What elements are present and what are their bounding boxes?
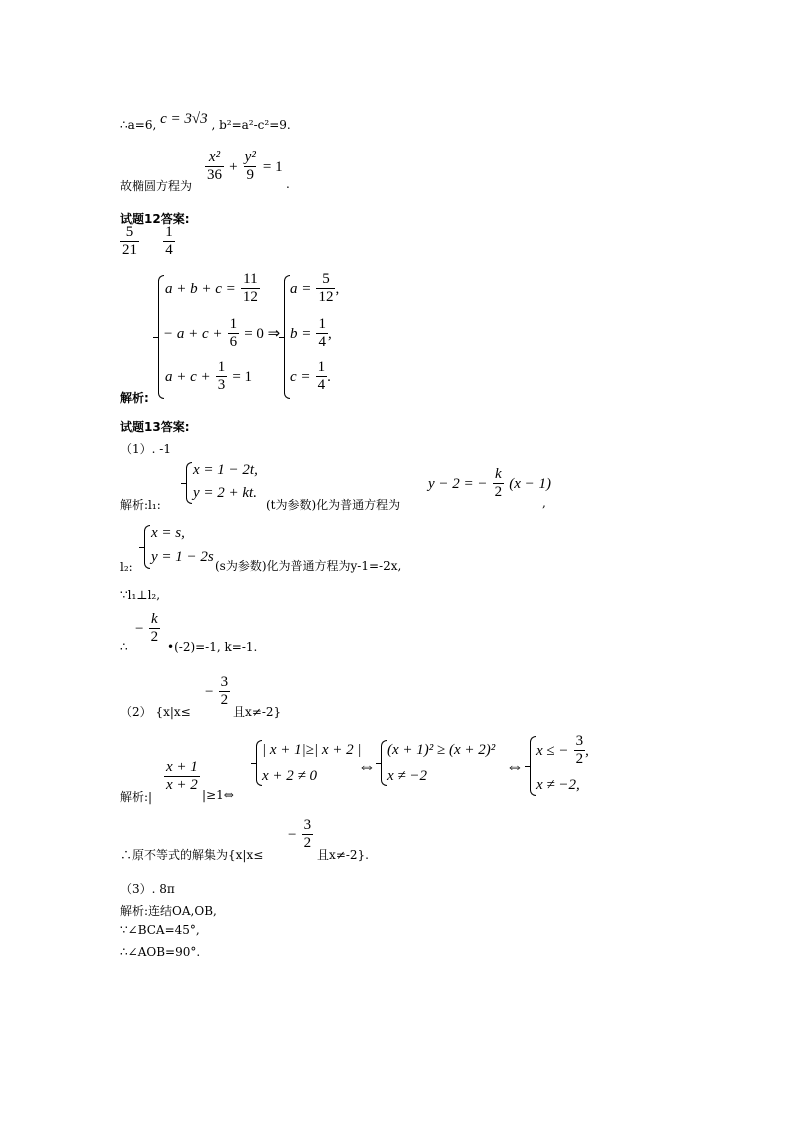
- l2-conversion-text: (s为参数)化为普通方程为y-1=-2x,: [215, 559, 402, 573]
- part-3-analysis-line-2: ∵∠BCA=45°,: [120, 923, 200, 937]
- expr: − a + c +: [163, 326, 223, 342]
- fraction-denominator: 4: [165, 242, 173, 258]
- l1-equation: [428, 467, 551, 500]
- fraction-denominator: 2: [303, 835, 312, 851]
- result-row-3: [290, 360, 331, 393]
- system-row-3: [165, 360, 252, 393]
- result-row-1: [290, 272, 339, 305]
- expr: a =: [290, 281, 312, 297]
- solution-set-prefix: ∴原不等式的解集为{x|x≤: [120, 848, 264, 862]
- plus-sign: +: [229, 159, 238, 175]
- part-1-answer: （1）. -1: [120, 442, 171, 456]
- part-2-answer-prefix: （2） {x|x≤: [120, 705, 191, 719]
- fraction-denominator: 21: [122, 242, 137, 258]
- implies: = 0 ⇒: [244, 326, 281, 342]
- expr: x ≤ −: [536, 743, 569, 759]
- minus: −: [135, 621, 144, 637]
- fraction-denominator: 12: [242, 289, 258, 305]
- perpendicular-statement: ∵l₁⊥l₂,: [120, 588, 161, 602]
- therefore-sign: ∴: [120, 640, 128, 654]
- punct: ,: [335, 281, 340, 297]
- iff-arrow-2: ⇔: [506, 756, 524, 776]
- fraction-numerator: k: [150, 611, 158, 627]
- ellipse-label: 故椭圆方程为: [120, 179, 193, 193]
- solution-set-suffix: 且x≠-2}.: [317, 848, 369, 862]
- iff-arrow-1: ⇔: [358, 756, 376, 776]
- punct: ,: [585, 743, 589, 759]
- expr: b =: [290, 326, 312, 342]
- l1-brace: [186, 462, 192, 504]
- case3-line1: [536, 734, 589, 767]
- fraction-numerator: x²: [208, 149, 221, 165]
- minus: −: [288, 827, 297, 843]
- l1-label: 解析:l₁:: [120, 498, 161, 512]
- fraction-numerator: 1: [217, 359, 226, 375]
- fraction-numerator: 3: [220, 674, 229, 690]
- punct: .: [327, 369, 331, 385]
- iff-text: |≥1⇔: [202, 788, 234, 802]
- fraction-denominator: 4: [317, 377, 326, 393]
- l2-param-x: x = s,: [151, 525, 185, 541]
- l1-conversion-text: (t为参数)化为普通方程为: [266, 498, 401, 512]
- case1-line2: x + 2 ≠ 0: [262, 768, 318, 784]
- abs-fraction: [164, 760, 200, 793]
- question-12-header: 试题12答案:: [120, 212, 190, 226]
- fraction-numerator: 1: [165, 224, 173, 240]
- part-2-analysis-label: 解析:|: [120, 790, 153, 804]
- fraction-numerator: 1: [318, 316, 326, 332]
- expr: a + b + c =: [165, 281, 236, 297]
- expr: c =: [290, 369, 311, 385]
- case2-line1: (x + 1)² ≥ (x + 2)²: [387, 742, 496, 758]
- fraction-denominator: 9: [246, 167, 254, 183]
- answer-12-values: [120, 225, 175, 258]
- period: .: [286, 177, 290, 191]
- system-row-1: [165, 272, 260, 305]
- l2-label: l₂:: [120, 560, 133, 574]
- ellipse-equation: [205, 150, 283, 183]
- k-fraction: [135, 612, 160, 645]
- fraction-denominator: 2: [494, 484, 503, 500]
- punct: ,: [327, 326, 332, 342]
- fraction-denominator: 2: [150, 629, 159, 645]
- fraction-numerator: 5: [322, 271, 330, 287]
- minus: −: [205, 684, 214, 700]
- part-3-analysis-line-3: ∴∠AOB=90°.: [120, 945, 201, 959]
- c-equation: c = 3√3: [160, 111, 208, 127]
- fraction-numerator: 5: [125, 224, 134, 240]
- system-row-2: [163, 317, 280, 350]
- result-row-2: [290, 317, 332, 350]
- fraction-numerator: 3: [575, 733, 584, 749]
- case1-line1: | x + 1|≥| x + 2 |: [262, 742, 362, 758]
- equals-one: = 1: [262, 159, 283, 175]
- fraction-numerator: 1: [229, 316, 238, 332]
- l1-param-y: y = 2 + kt.: [193, 485, 257, 501]
- a-equals-text: ∴a=6,: [120, 118, 157, 132]
- k-result-text: •(-2)=-1, k=-1.: [167, 640, 258, 654]
- fraction-denominator: x + 2: [166, 777, 198, 793]
- analysis-label: 解析:: [120, 391, 149, 405]
- case2-line2: x ≠ −2: [387, 768, 428, 784]
- fraction-denominator: 2: [575, 751, 584, 767]
- part-2-fraction: [205, 675, 230, 708]
- fraction-numerator: y²: [244, 149, 256, 165]
- part-3-analysis-line-1: 解析:连结OA,OB,: [120, 904, 217, 918]
- fraction-numerator: x + 1: [166, 759, 198, 775]
- expr: a + c +: [165, 369, 211, 385]
- b-squared-text: , b²=a²-c²=9.: [211, 118, 291, 132]
- solution-fraction: [288, 818, 313, 851]
- l2-param-y: y = 1 − 2s: [151, 549, 214, 565]
- fraction-denominator: 6: [229, 334, 238, 350]
- fraction-denominator: 4: [318, 334, 326, 350]
- fraction-denominator: 2: [220, 692, 229, 708]
- comma: ,: [542, 496, 546, 510]
- fraction-numerator: k: [495, 466, 502, 482]
- expr: = 1: [232, 369, 253, 385]
- l1-param-x: x = 1 − 2t,: [193, 462, 258, 478]
- part-2-answer-suffix: 且x≠-2}: [233, 705, 282, 719]
- fraction-denominator: 3: [217, 377, 226, 393]
- expr: y − 2 = −: [428, 476, 488, 492]
- fraction-denominator: 36: [207, 167, 222, 183]
- fraction-numerator: 1: [317, 359, 326, 375]
- fraction-numerator: 3: [303, 817, 312, 833]
- expr: (x − 1): [509, 476, 551, 492]
- l2-brace: [144, 525, 150, 569]
- fraction-numerator: 11: [243, 271, 258, 287]
- fraction-denominator: 12: [318, 289, 334, 305]
- part-3-answer: （3）. 8π: [120, 882, 175, 896]
- case3-line2: x ≠ −2,: [536, 777, 580, 793]
- question-13-header: 试题13答案:: [120, 420, 190, 434]
- line-a-value: [120, 111, 291, 134]
